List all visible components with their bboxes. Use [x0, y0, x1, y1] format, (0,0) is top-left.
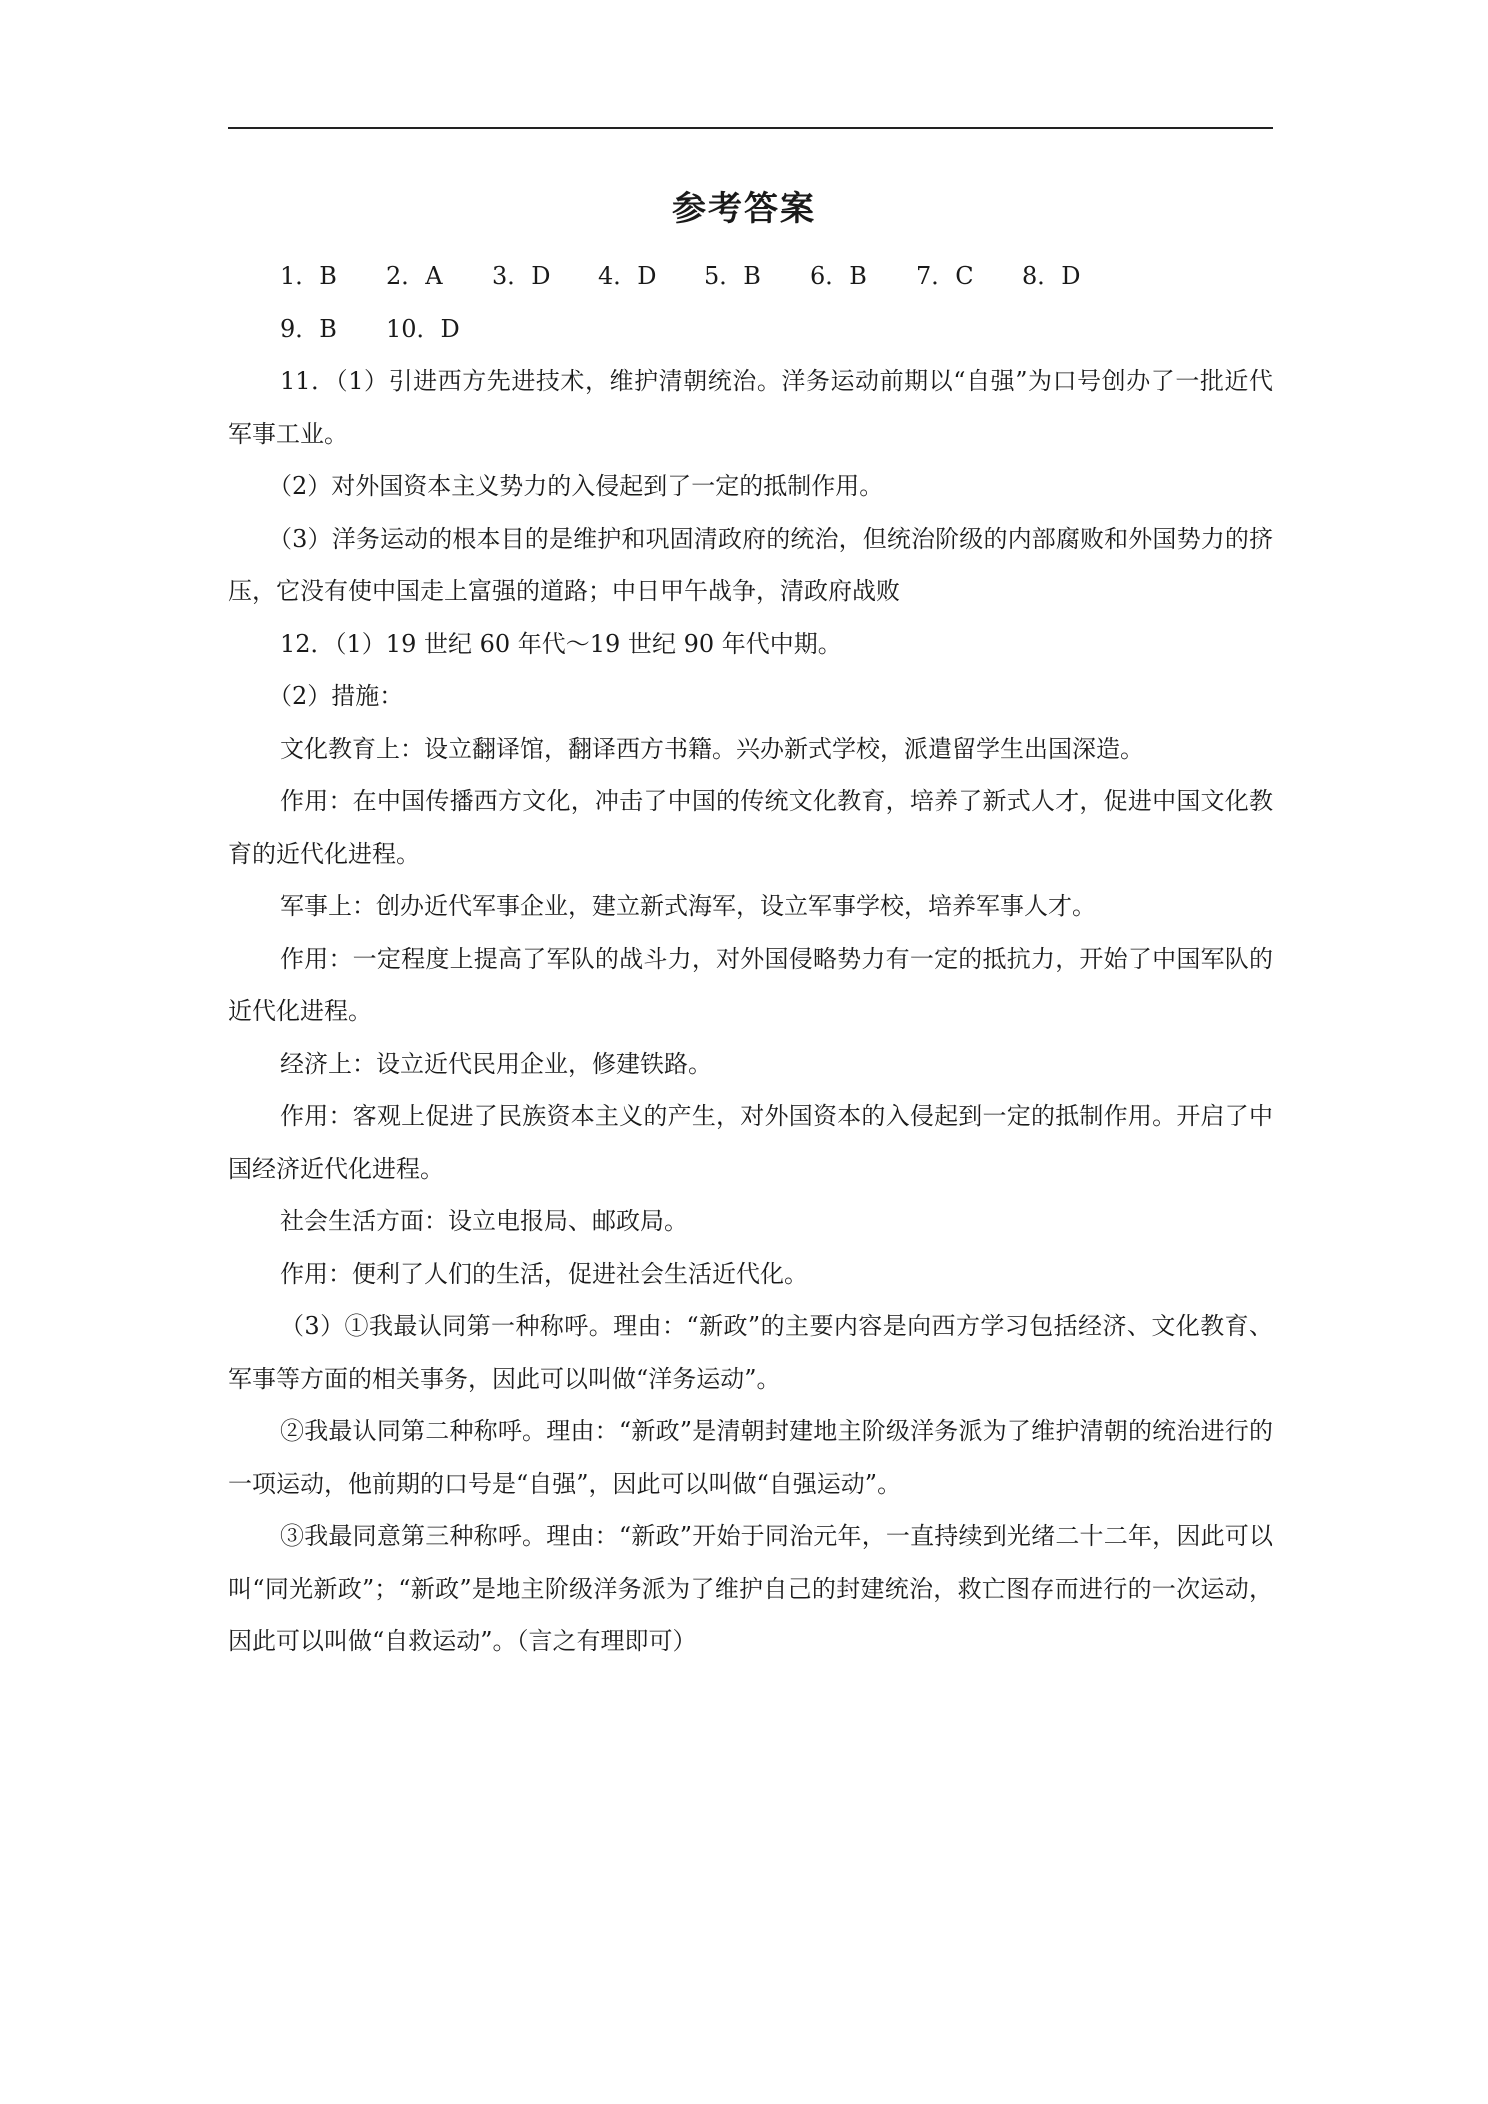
choice-answer: 5．B: [704, 262, 761, 290]
answer-paragraph: 作用：在中国传播西方文化，冲击了中国的传统文化教育，培养了新式人才，促进中国文化教育的近代化进程。: [228, 787, 1273, 868]
answer-paragraph: 11．（1）引进西方先进技术，维护清朝统治。洋务运动前期以“自强”为口号创办了一批近代军事工业。: [228, 367, 1273, 448]
answer-paragraph: 文化教育上：设立翻译馆，翻译西方书籍。兴办新式学校，派遣留学生出国深造。: [280, 734, 1144, 763]
answer-paragraph: 军事上：创办近代军事企业，建立新式海军，设立军事学校，培养军事人才。: [280, 892, 1096, 920]
answer-paragraph: （2）对外国资本主义势力的入侵起到了一定的抵制作用。: [268, 472, 884, 500]
answer-paragraph: ③我最同意第三种称呼。理由：“新政”开始于同治元年，一直持续到光绪二十二年，因此可以叫“同光新政”；“新政”是地主阶级洋务派为了维护自己的封建统治，救亡图存而进行的一次运动，因此可以叫做“自救运动”。（言之有理即可）: [228, 1522, 1273, 1655]
answer-paragraph: 12．（1）19 世纪 60 年代～19 世纪 90 年代中期。: [280, 629, 842, 658]
answer-paragraph: 作用：客观上促进了民族资本主义的产生，对外国资本的入侵起到一定的抵制作用。开启了中国经济近代化进程。: [228, 1102, 1273, 1183]
choice-answer: 2．A: [386, 262, 443, 290]
answer-paragraph: 作用：便利了人们的生活，促进社会生活近代化。: [280, 1259, 808, 1288]
answer-paragraph: 作用：一定程度上提高了军队的战斗力，对外国侵略势力有一定的抵抗力，开始了中国军队的近代化进程。: [228, 944, 1273, 1025]
choice-answer: 8．D: [1022, 262, 1081, 290]
answer-paragraph: （3）①我最认同第一种称呼。理由：“新政”的主要内容是向西方学习包括经济、文化教育、军事等方面的相关事务，因此可以叫做“洋务运动”。: [228, 1312, 1273, 1393]
answer-paragraph: 经济上：设立近代民用企业，修建铁路。: [280, 1049, 712, 1078]
choice-answer-row: [228, 303, 1273, 356]
written-answers: [228, 355, 1273, 1668]
choice-answer: 7．C: [916, 262, 974, 290]
choice-answer: 3．D: [492, 262, 551, 290]
answer-paragraph: （3）洋务运动的根本目的是维护和巩固清政府的统治，但统治阶级的内部腐败和外国势力的挤压，它没有使中国走上富强的道路；中日甲午战争，清政府战败: [228, 524, 1273, 605]
header-rule: [228, 127, 1273, 129]
multiple-choice-answers: [228, 250, 1273, 355]
choice-answer-row: [228, 250, 1273, 303]
choice-answer: 1．B: [280, 262, 337, 290]
answer-paragraph: （2）措施：: [268, 682, 404, 710]
choice-answer: 4．D: [598, 262, 657, 290]
choice-answer: 9．B: [280, 314, 337, 343]
answer-content: [228, 250, 1273, 1668]
page-title: 参考答案: [672, 189, 816, 229]
choice-answer: 10．D: [386, 314, 460, 343]
choice-answer: 6．B: [810, 262, 867, 290]
answer-paragraph: ②我最认同第二种称呼。理由：“新政”是清朝封建地主阶级洋务派为了维护清朝的统治进行的一项运动，他前期的口号是“自强”，因此可以叫做“自强运动”。: [228, 1417, 1273, 1498]
answer-paragraph: 社会生活方面：设立电报局、邮政局。: [280, 1207, 688, 1235]
